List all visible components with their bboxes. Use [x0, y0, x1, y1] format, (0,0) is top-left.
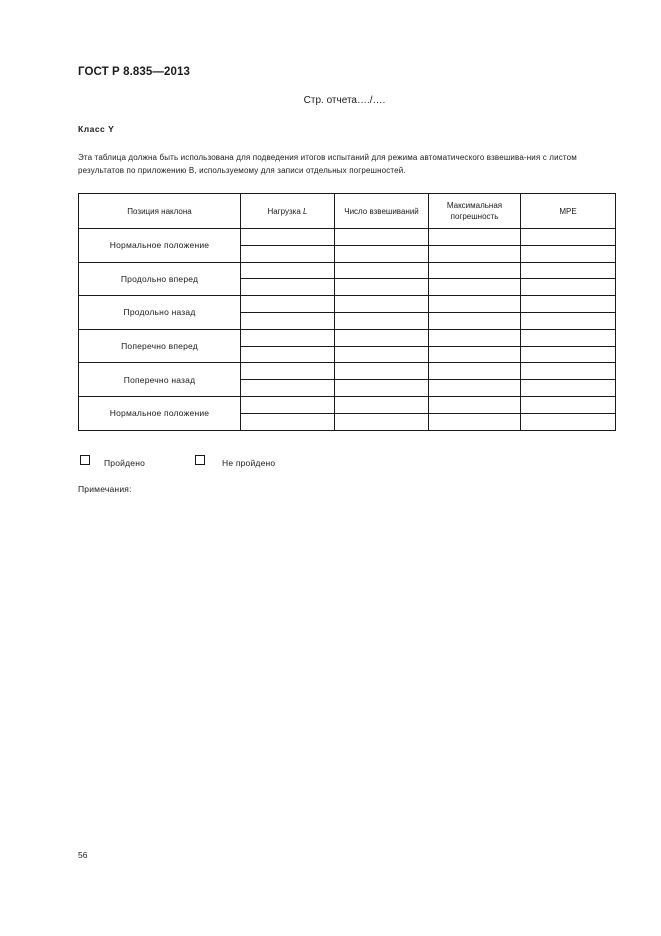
- header-max-error: Максимальная погрешность: [429, 194, 521, 229]
- table-cell: [429, 279, 521, 296]
- table-cell: [241, 279, 335, 296]
- table-cell: [521, 396, 616, 413]
- table-cell: [521, 346, 616, 363]
- table-cell: [521, 279, 616, 296]
- table-cell: [335, 329, 429, 346]
- table-cell: [429, 245, 521, 262]
- table-cell: [241, 229, 335, 246]
- failed-checkbox[interactable]: [195, 455, 205, 465]
- row-position: Нормальное положение: [79, 396, 241, 430]
- header-load: [241, 194, 335, 229]
- results-table: [78, 193, 616, 431]
- table-row: [79, 363, 616, 380]
- header-load-symbol: L: [303, 206, 308, 216]
- table-cell: [335, 279, 429, 296]
- header-weighings: Число взвешиваний: [335, 194, 429, 229]
- table-cell: [429, 363, 521, 380]
- table-row: [79, 329, 616, 346]
- row-position: Продольно вперед: [79, 262, 241, 296]
- table-cell: [335, 396, 429, 413]
- table-cell: [521, 413, 616, 430]
- table-cell: [241, 380, 335, 397]
- intro-paragraph: Эта таблица должна быть использована для подведения итогов испытаний для режима автоматического взвешива-ния с листом результатов по приложению В, используемому для записи отдельных погрешностей.: [78, 153, 577, 175]
- report-page-number: Стр. отчета…./….: [303, 95, 386, 106]
- header-load-text: Нагрузка: [267, 206, 304, 216]
- row-position: Поперечно назад: [79, 363, 241, 397]
- page-number: 56: [78, 850, 88, 860]
- table-cell: [521, 245, 616, 262]
- table-cell: [335, 363, 429, 380]
- table-cell: [335, 346, 429, 363]
- table-cell: [429, 312, 521, 329]
- table-cell: [241, 296, 335, 313]
- header-mpe: MPE: [521, 194, 616, 229]
- table-cell: [241, 396, 335, 413]
- table-row: [79, 262, 616, 279]
- document-code: ГОСТ Р 8.835—2013: [78, 66, 190, 78]
- table-cell: [429, 346, 521, 363]
- table-cell: [521, 380, 616, 397]
- table-cell: [241, 413, 335, 430]
- table-cell: [241, 346, 335, 363]
- table-cell: [521, 312, 616, 329]
- table-cell: [521, 329, 616, 346]
- table-cell: [241, 329, 335, 346]
- row-position: Продольно назад: [79, 296, 241, 330]
- header-position: Позиция наклона: [79, 194, 241, 229]
- table-cell: [335, 296, 429, 313]
- passed-checkbox[interactable]: [80, 455, 90, 465]
- table-row: [79, 296, 616, 313]
- passed-label: Пройдено: [104, 458, 146, 468]
- table-cell: [429, 296, 521, 313]
- failed-label: Не пройдено: [222, 458, 276, 468]
- table-cell: [335, 380, 429, 397]
- row-position: Нормальное положение: [79, 229, 241, 263]
- table-header-row: [79, 194, 616, 229]
- table-cell: [429, 229, 521, 246]
- table-cell: [521, 296, 616, 313]
- table-cell: [335, 312, 429, 329]
- table-cell: [241, 262, 335, 279]
- table-cell: [429, 329, 521, 346]
- table-cell: [241, 363, 335, 380]
- table-cell: [335, 229, 429, 246]
- table-cell: [521, 229, 616, 246]
- table-row: [79, 396, 616, 413]
- table-row: [79, 229, 616, 246]
- table-cell: [521, 262, 616, 279]
- notes-label: Примечания:: [78, 484, 132, 494]
- table-cell: [429, 413, 521, 430]
- table-cell: [429, 380, 521, 397]
- table-cell: [335, 413, 429, 430]
- table-cell: [241, 245, 335, 262]
- table-cell: [241, 312, 335, 329]
- table-cell: [429, 396, 521, 413]
- table-cell: [335, 262, 429, 279]
- row-position: Поперечно вперед: [79, 329, 241, 363]
- table-cell: [429, 262, 521, 279]
- table-cell: [521, 363, 616, 380]
- class-label: Класс Y: [78, 124, 115, 134]
- table-cell: [335, 245, 429, 262]
